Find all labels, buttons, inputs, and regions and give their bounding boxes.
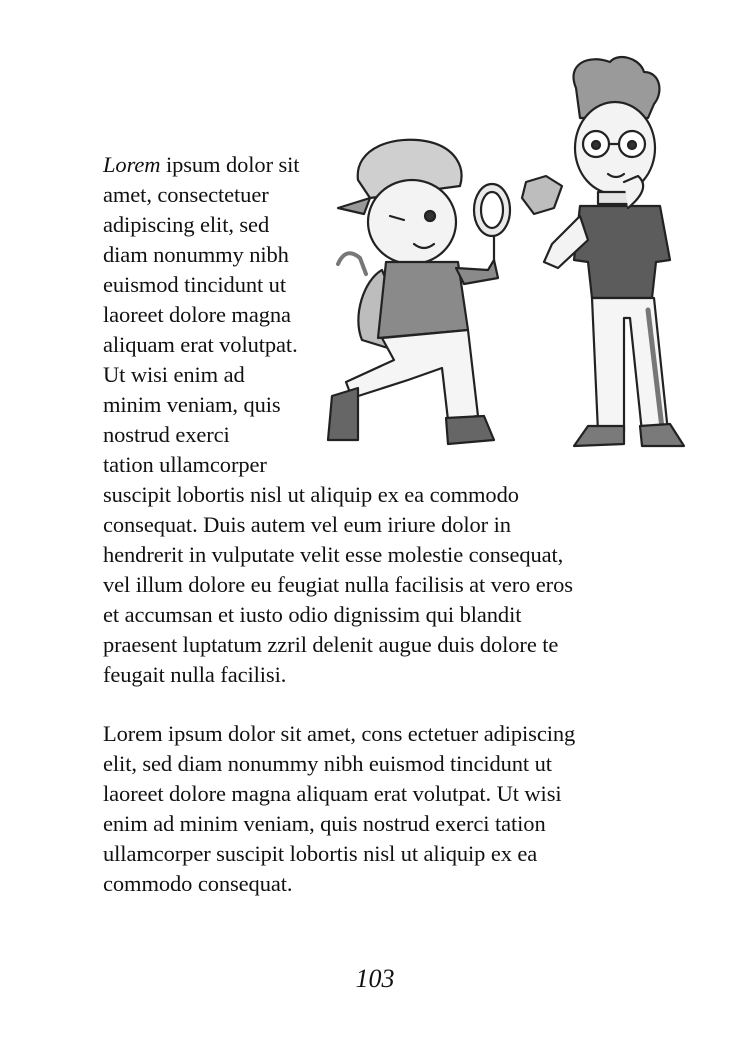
paragraph-1-line: minim veniam, quis bbox=[103, 392, 281, 417]
paragraph-1-line-1-rest: ipsum dolor sit bbox=[160, 152, 300, 177]
paragraph-2-line: ullamcorper suscipit lobortis nisl ut aliquip ex ea bbox=[103, 841, 538, 866]
paragraph-2 bbox=[103, 719, 663, 899]
paragraph-1-line: aliquam erat volutpat. bbox=[103, 332, 298, 357]
paragraph-2-line: Lorem ipsum dolor sit amet, cons ectetuer adipiscing bbox=[103, 721, 576, 746]
paragraph-1-line: diam nonummy nibh bbox=[103, 242, 289, 267]
paragraph-2-line: commodo consequat. bbox=[103, 871, 293, 896]
paragraph-1-line: amet, consectetuer bbox=[103, 182, 269, 207]
lead-word: Lorem bbox=[103, 152, 161, 177]
paragraph-1-full-line: feugait nulla facilisi. bbox=[103, 662, 287, 687]
paragraph-1-line: euismod tincidunt ut bbox=[103, 272, 286, 297]
paragraph-1-full-line: hendrerit in vulputate velit esse molestie consequat, bbox=[103, 542, 564, 567]
paragraph-1-wrapped bbox=[103, 150, 333, 480]
kneeling-boy-figure bbox=[328, 140, 510, 444]
paragraph-1-full-line: vel illum dolore eu feugiat nulla facilisis at vero eros bbox=[103, 572, 573, 597]
paragraph-2-line: elit, sed diam nonummy nibh euismod tincidunt ut bbox=[103, 751, 552, 776]
paragraph-1-line-1 bbox=[103, 150, 333, 180]
paragraph-1-full-line: et accumsan et iusto odio dignissim qui blandit bbox=[103, 602, 522, 627]
tall-boy-figure bbox=[522, 57, 684, 446]
kids-detectives-illustration bbox=[318, 48, 698, 460]
paragraph-1-line: Ut wisi enim ad bbox=[103, 362, 245, 387]
paragraph-1-continued bbox=[103, 480, 663, 690]
paragraph-2-line: laoreet dolore magna aliquam erat volutpat. Ut wisi bbox=[103, 781, 562, 806]
paragraph-1-line: tation ullamcorper bbox=[103, 452, 267, 477]
paragraph-2-line: enim ad minim veniam, quis nostrud exerci tation bbox=[103, 811, 546, 836]
paragraph-1-full-line: praesent luptatum zzril delenit augue duis dolore te bbox=[103, 632, 559, 657]
paragraph-1-line: adipiscing elit, sed bbox=[103, 212, 270, 237]
paragraph-1-line: nostrud exerci bbox=[103, 422, 230, 447]
paragraph-1-full-line: consequat. Duis autem vel eum iriure dolor in bbox=[103, 512, 511, 537]
page-number: 103 bbox=[355, 964, 395, 993]
paragraph-1-line: laoreet dolore magna bbox=[103, 302, 291, 327]
paragraph-1-full-line: suscipit lobortis nisl ut aliquip ex ea commodo bbox=[103, 482, 519, 507]
